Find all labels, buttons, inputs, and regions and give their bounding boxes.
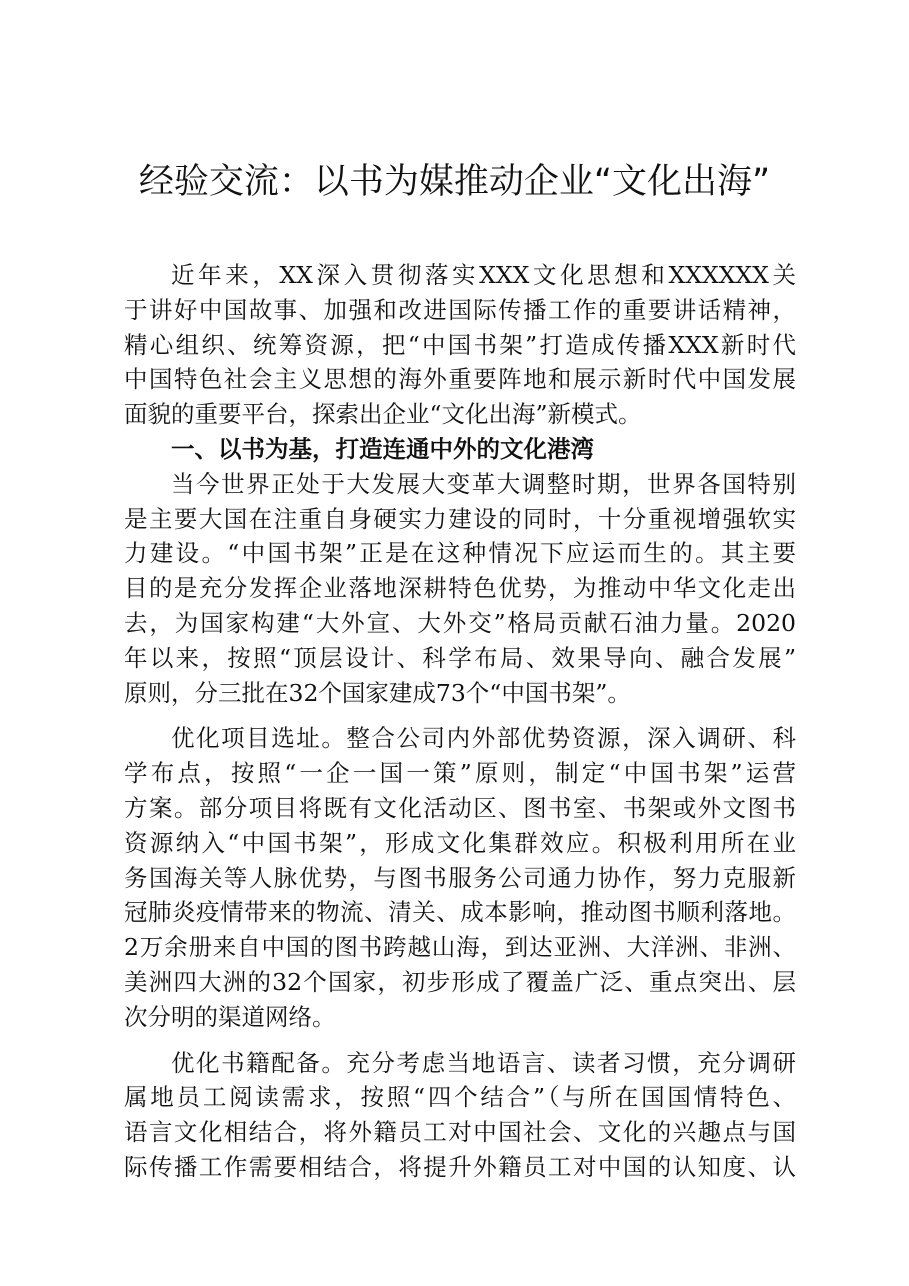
text-line: 语言文化相结合，将外籍员工对中国社会、文化的兴趣点与国 (124, 1118, 796, 1147)
text-line: 于讲好中国故事、加强和改进国际传播工作的重要讲话精神， (124, 295, 796, 324)
text-line: 中国特色社会主义思想的海外重要阵地和展示新时代中国发展 (124, 365, 796, 394)
section-heading (124, 432, 796, 467)
paragraph-intro (124, 258, 796, 432)
text-line: 学布点，按照“一企一国一策”原则，制定“中国书架”运营 (124, 759, 796, 788)
text-line: 方案。部分项目将既有文化活动区、图书室、书架或外文图书 (124, 793, 796, 822)
text-line: 去，为国家构建“大外宣、大外交”格局贡献石油力量。2020 (124, 608, 796, 637)
text-line: 务国海关等人脉优势，与图书服务公司通力协作，努力克服新 (124, 863, 796, 892)
text-line: 美洲四大洲的32个国家，初步形成了覆盖广泛、重点突出、层 (124, 967, 796, 996)
text-line: 2万余册来自中国的图书跨越山海，到达亚洲、大洋洲、非洲、 (124, 933, 796, 962)
text-line: 冠肺炎疫情带来的物流、清关、成本影响，推动图书顺利落地。 (124, 898, 796, 927)
section-heading-text: 一、以书为基，打造连通中外的文化港湾 (171, 434, 594, 463)
text-line: 优化项目选址。整合公司内外部优势资源，深入调研、科 (171, 724, 796, 753)
paragraph-site-selection (124, 721, 796, 1034)
text-line: 当今世界正处于大发展大变革大调整时期，世界各国特别 (171, 469, 796, 498)
text-line: 目的是充分发挥企业落地深耕特色优势，为推动中华文化走出 (124, 574, 796, 603)
text-line: 年以来，按照“顶层设计、科学布局、效果导向、融合发展” (124, 643, 796, 672)
text-line: 原则，分三批在32个国家建成73个“中国书架”。 (124, 678, 631, 707)
text-line: 是主要大国在注重自身硬实力建设的同时，十分重视增强软实 (124, 504, 796, 533)
paragraph-book-selection (124, 1046, 796, 1185)
text-line: 次分明的渠道网络。 (124, 1002, 336, 1031)
text-line: 力建设。“中国书架”正是在这种情况下应运而生的。其主要 (124, 539, 796, 568)
document-body (124, 258, 796, 1185)
text-line: 优化书籍配备。充分考虑当地语言、读者习惯，充分调研 (171, 1048, 796, 1077)
text-line: 近年来，XX深入贯彻落实XXX文化思想和XXXXXX关 (171, 261, 796, 289)
text-line: 面貌的重要平台，探索出企业“文化出海”新模式。 (124, 400, 642, 429)
text-line: 精心组织、统筹资源，把“中国书架”打造成传播XXX新时代 (124, 330, 796, 359)
paragraph-background (124, 467, 796, 711)
text-line: 资源纳入“中国书架”，形成文化集群效应。积极利用所在业 (124, 828, 796, 857)
text-line: 属地员工阅读需求，按照“四个结合”（与所在国国情特色、 (124, 1083, 796, 1112)
document-title: 经验交流：以书为媒推动企业“文化出海” (138, 162, 771, 202)
text-line: 际传播工作需要相结合，将提升外籍员工对中国的认知度、认 (124, 1152, 796, 1181)
